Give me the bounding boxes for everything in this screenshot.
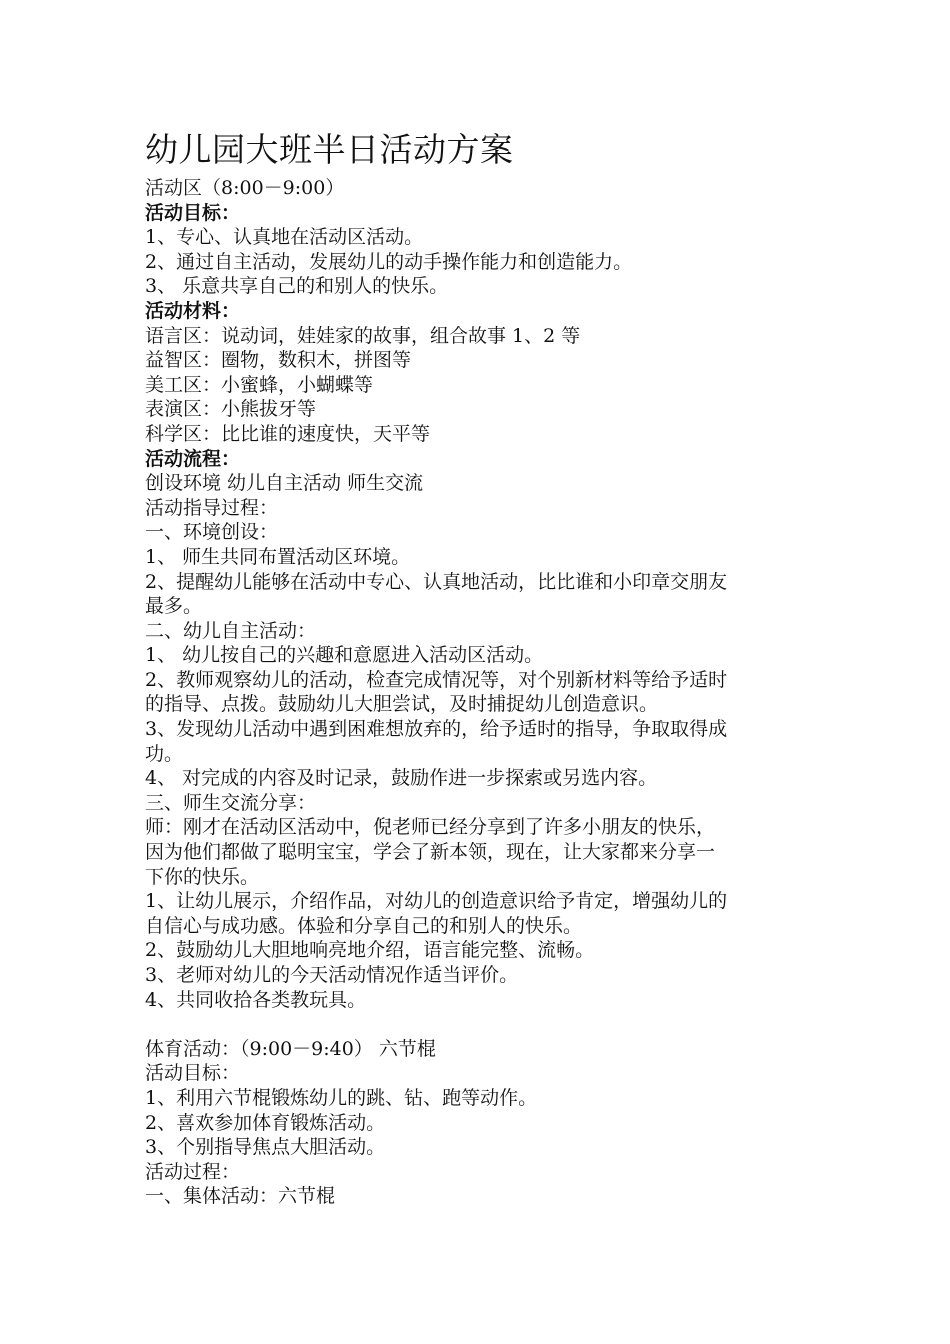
text-line: 师：刚才在活动区活动中，倪老师已经分享到了许多小朋友的快乐， bbox=[145, 816, 716, 839]
text-line: 创设环境 幼儿自主活动 师生交流 bbox=[145, 472, 424, 495]
text-line: 活动指导过程： bbox=[145, 496, 279, 519]
text-line: 语言区：说动词，娃娃家的故事，组合故事 1、2 等 bbox=[145, 324, 581, 347]
text-line: 2、提醒幼儿能够在活动中专心、认真地活动，比比谁和小印章交朋友 bbox=[145, 570, 728, 593]
section-heading: 活动材料： bbox=[145, 299, 241, 322]
text-line: 一、集体活动：六节棍 bbox=[145, 1185, 336, 1208]
text-line: 1、利用六节棍锻炼幼儿的跳、钻、跑等动作。 bbox=[145, 1086, 538, 1109]
text-line: 3、个别指导焦点大胆活动。 bbox=[145, 1136, 386, 1159]
document-page bbox=[145, 128, 815, 1209]
document-title: 幼儿园大班半日活动方案 bbox=[145, 130, 514, 169]
text-line: 1、 师生共同布置活动区环境。 bbox=[145, 545, 411, 568]
section-heading: 活动流程： bbox=[145, 447, 241, 470]
text-line: 活动区（8:00－9:00） bbox=[145, 177, 345, 199]
blank-line bbox=[145, 1012, 815, 1037]
text-line: 3、老师对幼儿的今天活动情况作适当评价。 bbox=[145, 964, 519, 986]
text-line: 3、 乐意共享自己的和别人的快乐。 bbox=[145, 275, 449, 298]
text-line: 活动过程： bbox=[145, 1160, 241, 1183]
text-line: 美工区：小蜜蜂，小蝴蝶等 bbox=[145, 373, 374, 396]
text-line: 二、幼儿自主活动： bbox=[145, 619, 317, 642]
text-line: 1、 幼儿按自己的兴趣和意愿进入活动区活动。 bbox=[145, 644, 544, 667]
text-line: 1、让幼儿展示，介绍作品，对幼儿的创造意识给予肯定，增强幼儿的 bbox=[145, 890, 728, 913]
text-line: 三、师生交流分享： bbox=[145, 791, 317, 814]
text-line: 最多。 bbox=[145, 595, 203, 618]
text-line: 2、教师观察幼儿的活动，检查完成情况等，对个别新材料等给予适时 bbox=[145, 668, 728, 691]
text-line: 4、共同收拾各类教玩具。 bbox=[145, 988, 367, 1011]
text-line: 4、 对完成的内容及时记录，鼓励作进一步探索或另选内容。 bbox=[145, 767, 658, 790]
document-body bbox=[145, 176, 815, 1209]
text-line: 因为他们都做了聪明宝宝，学会了新本领，现在，让大家都来分享一 bbox=[145, 841, 716, 864]
text-line: 表演区：小熊拔牙等 bbox=[145, 398, 317, 421]
text-line: 自信心与成功感。体验和分享自己的和别人的快乐。 bbox=[145, 914, 583, 937]
text-line bbox=[145, 1061, 815, 1086]
text-line: 3、发现幼儿活动中遇到困难想放弃的，给予适时的指导，争取取得成 bbox=[145, 718, 728, 741]
text-line: 益智区：圈物，数积木，拼图等 bbox=[145, 349, 412, 372]
text-line: 科学区：比比谁的速度快，天平等 bbox=[145, 422, 431, 445]
text-line: 下你的快乐。 bbox=[145, 865, 260, 888]
text-line: 2、鼓励幼儿大胆地响亮地介绍，语言能完整、流畅。 bbox=[145, 939, 595, 962]
text-line: 功。 bbox=[145, 742, 184, 765]
text-line: 2、通过自主活动，发展幼儿的动手操作能力和创造能力。 bbox=[145, 250, 633, 273]
text-line: 体育活动：（9:00－9:40） 六节棍 bbox=[145, 1037, 436, 1060]
text-line-content: 活动目标： bbox=[145, 1062, 241, 1085]
text-line: 的指导、点拨。鼓励幼儿大胆尝试，及时捕捉幼儿创造意识。 bbox=[145, 693, 659, 716]
text-line: 2、喜欢参加体育锻炼活动。 bbox=[145, 1111, 386, 1134]
text-line: 一、环境创设： bbox=[145, 521, 279, 544]
text-line: 1、专心、认真地在活动区活动。 bbox=[145, 226, 424, 249]
section-heading: 活动目标： bbox=[145, 201, 241, 224]
